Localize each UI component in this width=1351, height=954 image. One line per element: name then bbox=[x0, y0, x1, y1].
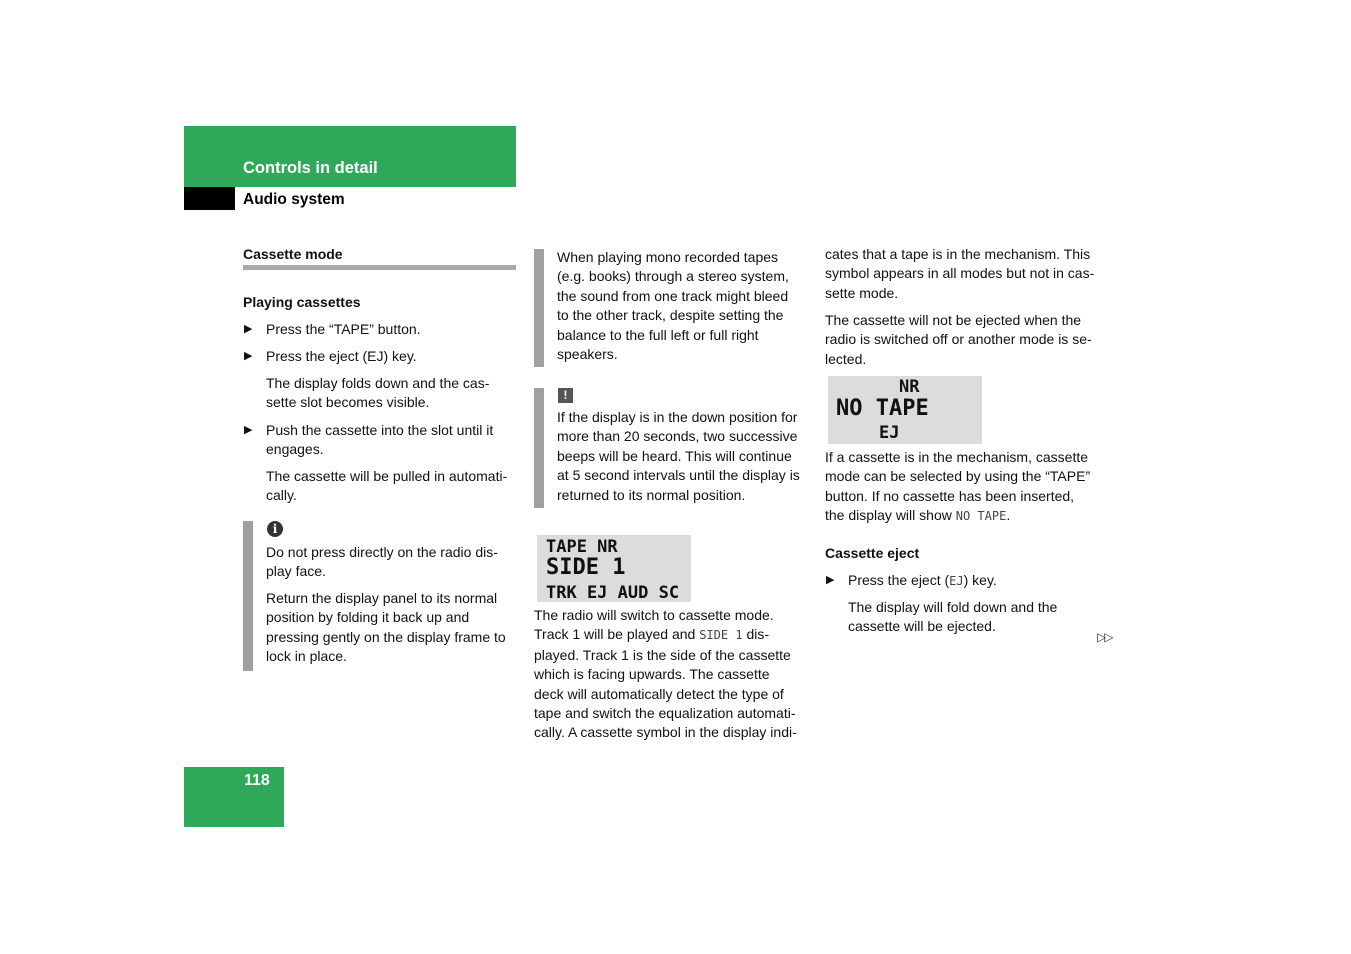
chapter-title: Controls in detail bbox=[243, 159, 378, 177]
note-bar bbox=[534, 249, 544, 367]
warning-icon: ! bbox=[558, 388, 573, 403]
result-text: The cassette will be pulled in automati- cally. bbox=[266, 468, 508, 504]
warning-bar bbox=[534, 388, 544, 508]
step-tape-button: Press the “TAPE” button. bbox=[266, 321, 421, 337]
step-insert-cassette: Push the cassette into the slot until it engages. bbox=[266, 422, 494, 458]
subheading-eject: Cassette eject bbox=[825, 545, 920, 561]
display-text-no-tape: NO TAPE bbox=[955, 509, 1007, 524]
step-eject: Press the eject (EJ) key. bbox=[848, 572, 997, 588]
bullet-icon: ▶ bbox=[244, 350, 253, 362]
mono-tape-note: When playing mono recorded tapes (e.g. books) through a stereo system, the sound from one track might bleed to the other track, despite setting the balance to the full left or full right speakers. bbox=[557, 249, 789, 363]
display-text-ej: EJ bbox=[949, 574, 964, 588]
bullet-icon: ▶ bbox=[244, 424, 253, 436]
info-note-text: Return the display panel to its normal position by folding it back up and pressing gently on the display frame to lock in place. bbox=[266, 590, 506, 665]
cassette-mode-body: The radio will switch to cassette mode. Track 1 will be played and SIDE 1 dis- played. Track 1 is the side of the cassette which is facing upwards. The cassette deck will automatically detect the type of tape and switch the equalization automati- cally. A cassette symbol in the display indi- bbox=[534, 607, 797, 741]
no-tape-text: If a cassette is in the mechanism, cassette mode can be selected by using the “TAPE” button. If no cassette has been inserted, the display will show NO TAPE. bbox=[825, 449, 1091, 524]
eject-note-text: The cassette will not be ejected when the radio is switched off or another mode is se- lected. bbox=[825, 312, 1092, 367]
info-note-text: Do not press directly on the radio dis- play face. bbox=[266, 544, 498, 580]
section-title: Cassette mode bbox=[243, 246, 343, 262]
result-text: The display folds down and the cas- sette slot becomes visible. bbox=[266, 375, 490, 411]
section-rule bbox=[243, 265, 516, 270]
page-number: 118 bbox=[244, 772, 270, 789]
note-bar bbox=[243, 521, 253, 671]
subheading-playing: Playing cassettes bbox=[243, 294, 361, 310]
display-text-side1: SIDE 1 bbox=[699, 628, 743, 643]
bullet-icon: ▶ bbox=[244, 323, 253, 335]
step-eject-key: Press the eject (EJ) key. bbox=[266, 348, 417, 364]
info-icon: i bbox=[267, 521, 283, 537]
cassette-symbol-text: cates that a tape is in the mechanism. This symbol appears in all modes but not in cas- sette mode. bbox=[825, 246, 1095, 301]
header-marker bbox=[184, 187, 235, 210]
warning-text: If the display is in the down position for more than 20 seconds, two successive beeps will be heard. This will continue at 5 second intervals until the display is returned to its normal position. bbox=[557, 409, 800, 503]
result-text: The display will fold down and the cassette will be ejected. bbox=[848, 599, 1058, 635]
continue-arrow-icon: ▷▷ bbox=[1097, 630, 1112, 644]
radio-display-tape: TAPE NR SIDE 1 TRK EJ AUD SC bbox=[537, 535, 691, 602]
bullet-icon: ▶ bbox=[826, 574, 835, 586]
section-subtitle: Audio system bbox=[243, 191, 345, 208]
radio-display-no-tape: NR NO TAPE EJ bbox=[828, 376, 982, 444]
